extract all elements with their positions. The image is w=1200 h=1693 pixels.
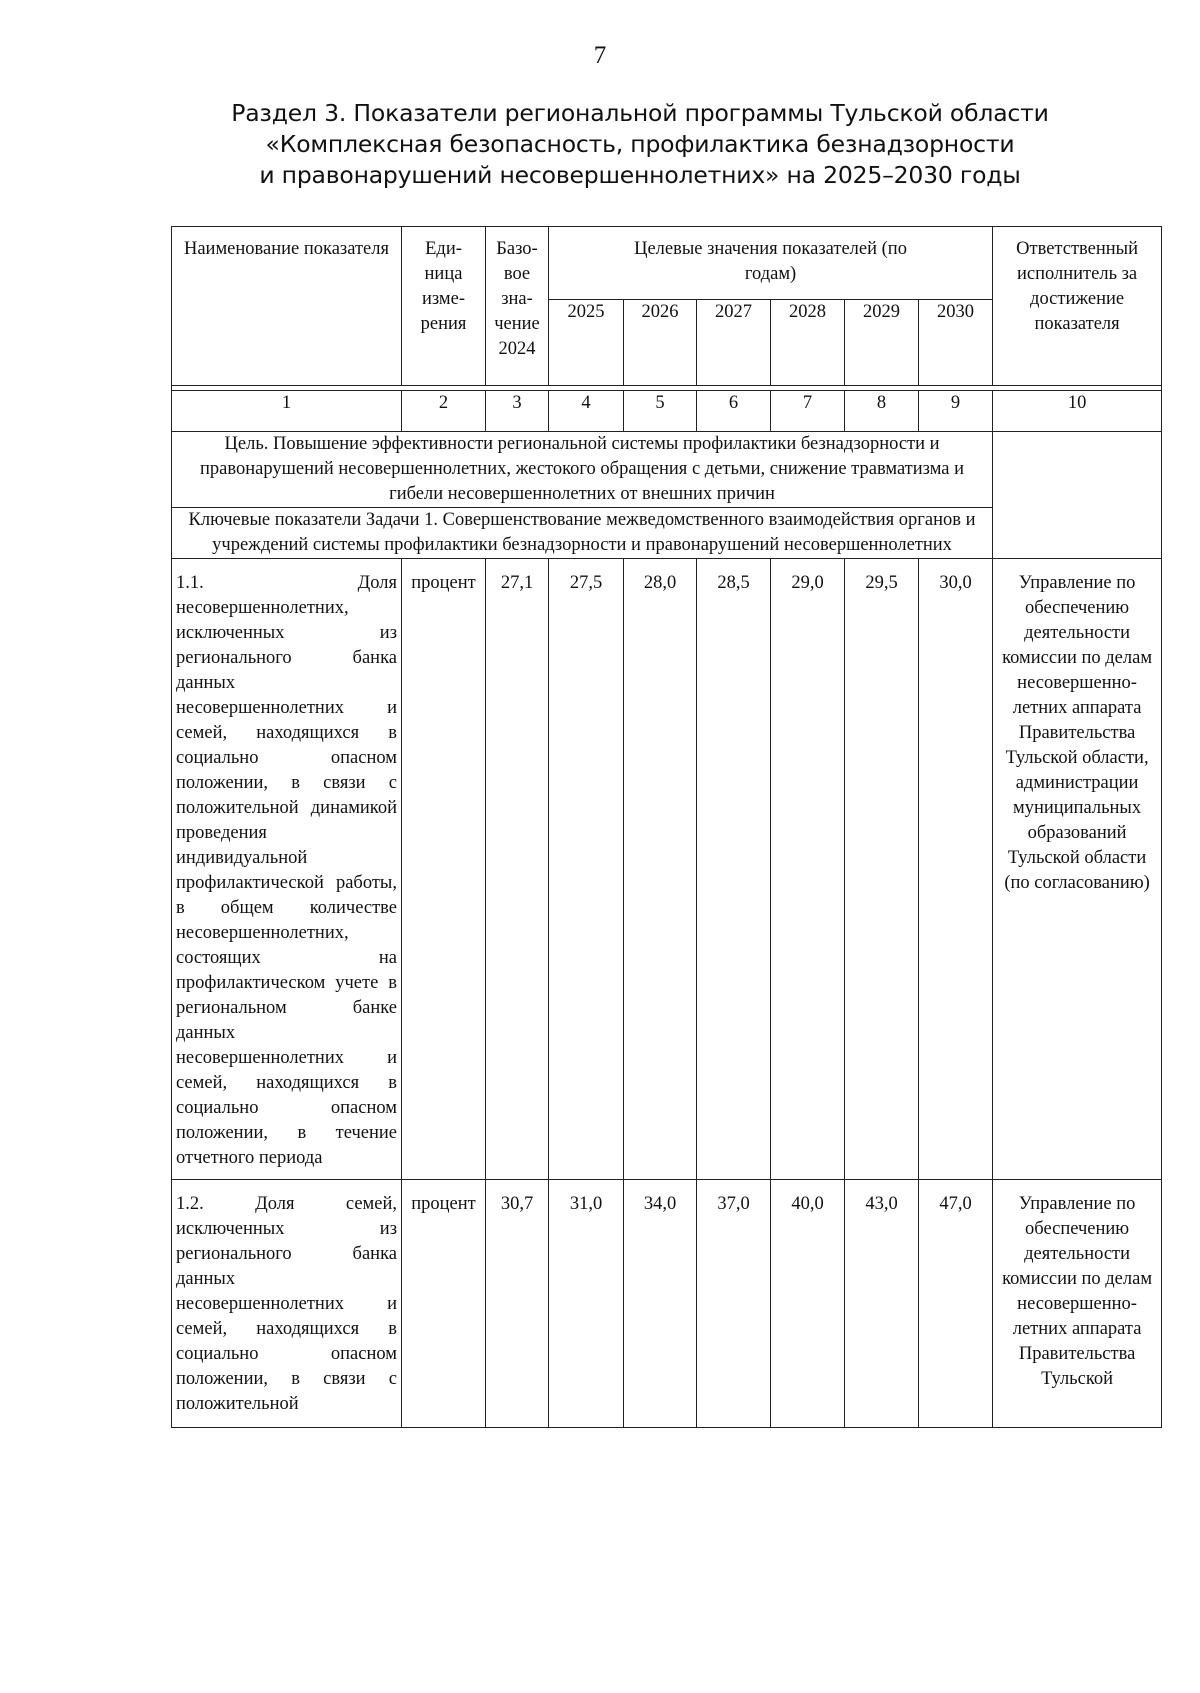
header-responsible: Ответственный исполнитель за достижение показателя [993,227,1162,386]
indicator-base-value: 30,7 [486,1180,549,1428]
column-numbers-row [172,391,1162,432]
indicator-value-2030: 30,0 [919,559,993,1180]
indicator-row-1-2 [172,1180,1162,1428]
header-year-2029: 2029 [845,300,919,386]
indicator-value-2029: 29,5 [845,559,919,1180]
indicator-value-2026: 28,0 [624,559,697,1180]
indicator-responsible: Управление по обеспечению деятельности комиссии по делам несовершенно-летних аппарата Правительства Тульской области, администрации муниципальных образований Тульской области (по согласованию) [993,559,1162,1180]
indicator-value-2030: 47,0 [919,1180,993,1428]
indicator-responsible: Управление по обеспечению деятельности комиссии по делам несовершенно-летних аппарата Правительства Тульской [993,1180,1162,1428]
section-title-line-1: Раздел 3. Показатели региональной программы Тульской области [231,99,1049,127]
indicator-value-2028: 40,0 [771,1180,845,1428]
header-name: Наименование показателя [172,227,402,386]
header-base-value: Базо-вое зна-чение 2024 [486,227,549,386]
indicator-value-2025: 31,0 [549,1180,624,1428]
header-year-2025: 2025 [549,300,624,386]
column-number-1: 1 [172,391,402,432]
page-number: 7 [593,42,607,69]
column-number-7: 7 [771,391,845,432]
indicator-name: 1.2. Доля семей, исключенных из регионального банка данных несовершеннолетних и семей, находящихся в социально опасном положении, в связи с положительной [172,1180,402,1428]
indicator-unit: процент [402,559,486,1180]
indicator-name: 1.1. Доля несовершеннолетних, исключенных из регионального банка данных несовершеннолетних и семей, находящихся в социально опасном положении, в связи с положительной динамикой проведения индивидуальной профилактической работы, в общем количестве несовершеннолетних, состоящих на профилактическом учете в региональном банке данных несовершеннолетних и семей, находящихся в социально опасном положении, в течение отчетного периода [172,559,402,1180]
column-number-9: 9 [919,391,993,432]
goal-text: Цель. Повышение эффективности региональной системы профилактики безнадзорности и правонарушений несовершеннолетних, жестокого обращения с детьми, снижение травматизма и гибели несовершеннолетних от внешних причин [172,432,993,508]
column-number-4: 4 [549,391,624,432]
indicator-value-2027: 28,5 [697,559,771,1180]
section-title [200,98,1080,191]
goal-row [172,432,1162,508]
header-target-values: Целевые значения показателей (по годам) [549,227,993,300]
column-number-6: 6 [697,391,771,432]
header-year-2030: 2030 [919,300,993,386]
section-title-line-3: и правонарушений несовершеннолетних» на 2025–2030 годы [259,161,1021,189]
column-number-8: 8 [845,391,919,432]
indicator-row-1-1 [172,559,1162,1180]
section-title-line-2: «Комплексная безопасность, профилактика безнадзорности [265,130,1015,158]
column-number-3: 3 [486,391,549,432]
indicator-value-2025: 27,5 [549,559,624,1180]
header-unit: Еди-ница изме-рения [402,227,486,386]
indicator-value-2027: 37,0 [697,1180,771,1428]
header-year-2026: 2026 [624,300,697,386]
header-year-2027: 2027 [697,300,771,386]
indicator-value-2029: 43,0 [845,1180,919,1428]
column-number-10: 10 [993,391,1162,432]
goal-responsible-empty [993,432,1162,559]
indicator-unit: процент [402,1180,486,1428]
indicator-value-2026: 34,0 [624,1180,697,1428]
task-text: Ключевые показатели Задачи 1. Совершенствование межведомственного взаимодействия органов и учреждений системы профилактики безнадзорности и правонарушений несовершеннолетних [172,508,993,559]
indicator-value-2028: 29,0 [771,559,845,1180]
header-year-2028: 2028 [771,300,845,386]
indicator-base-value: 27,1 [486,559,549,1180]
column-number-5: 5 [624,391,697,432]
indicators-table [171,226,1162,1428]
column-number-2: 2 [402,391,486,432]
header-row [172,227,1162,300]
